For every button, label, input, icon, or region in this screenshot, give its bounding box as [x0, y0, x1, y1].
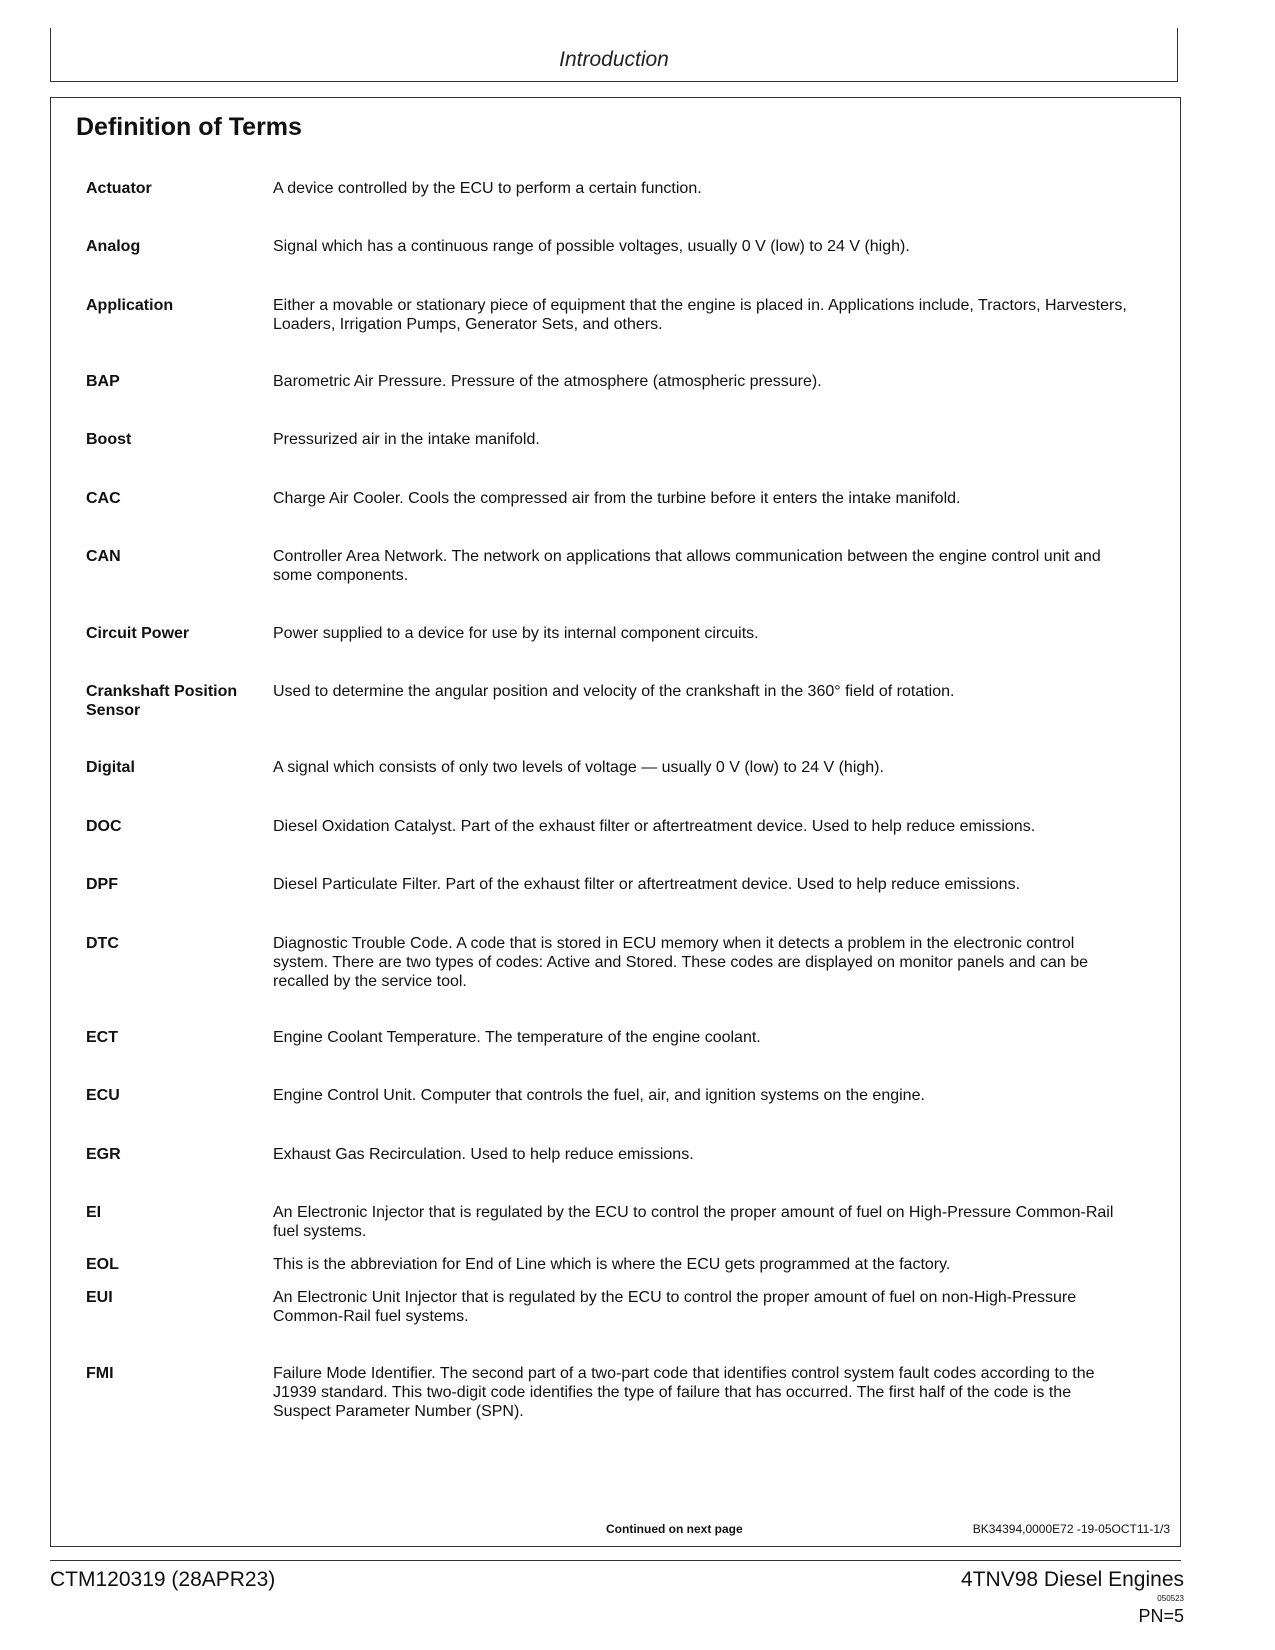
footer-divider	[50, 1560, 1181, 1561]
term-label: DTC	[86, 935, 119, 952]
term-definition: Charge Air Cooler. Cools the compressed air from the turbine before it enters the intake manifold.	[273, 490, 961, 507]
manual-number: CTM120319 (28APR23)	[50, 1568, 276, 1591]
term-label: Boost	[86, 431, 132, 448]
term-label: EOL	[86, 1256, 119, 1273]
term-definition: Power supplied to a device for use by its internal component circuits.	[273, 625, 759, 642]
term-definition: Barometric Air Pressure. Pressure of the atmosphere (atmospheric pressure).	[273, 373, 822, 390]
continued-note: Continued on next page	[606, 1522, 743, 1536]
term-definition: Engine Control Unit. Computer that controls the fuel, air, and ignition systems on the engine.	[273, 1087, 925, 1104]
manual-title: 4TNV98 Diesel Engines	[961, 1568, 1184, 1591]
term-definition: Diagnostic Trouble Code. A code that is stored in ECU memory when it detects a problem in the electronic control system. There are two types of codes: Active and Stored. These codes are displayed on monitor panels and can be recalled by the service tool.	[273, 935, 1088, 990]
term-label: FMI	[86, 1365, 114, 1382]
term-definition: A device controlled by the ECU to perform a certain function.	[273, 180, 702, 197]
term-definition: Used to determine the angular position and velocity of the crankshaft in the 360° field of rotation.	[273, 683, 955, 700]
term-definition: Failure Mode Identifier. The second part of a two-part code that identifies control system fault codes according to the J1939 standard. This two-digit code identifies the type of failure that has occurred. The first half of the code is the Suspect Parameter Number (SPN).	[273, 1365, 1095, 1420]
term-label: Analog	[86, 238, 141, 255]
term-label: CAN	[86, 548, 121, 565]
footer-code: 050523	[1157, 1594, 1184, 1603]
term-definition: Engine Coolant Temperature. The temperature of the engine coolant.	[273, 1029, 761, 1046]
term-definition: This is the abbreviation for End of Line which is where the ECU gets programmed at the factory.	[273, 1256, 951, 1273]
term-definition: An Electronic Unit Injector that is regulated by the ECU to control the proper amount of fuel on non-High-Pressure Common-Rail fuel systems.	[273, 1289, 1077, 1325]
term-label: DOC	[86, 818, 122, 835]
term-definition: Diesel Oxidation Catalyst. Part of the exhaust filter or aftertreatment device. Used to help reduce emissions.	[273, 818, 1036, 835]
term-label: Circuit Power	[86, 625, 190, 642]
reference-code: BK34394,0000E72 -19-05OCT11-1/3	[972, 1522, 1170, 1536]
term-definition: Signal which has a continuous range of possible voltages, usually 0 V (low) to 24 V (high).	[273, 238, 910, 255]
term-definition: Exhaust Gas Recirculation. Used to help reduce emissions.	[273, 1146, 694, 1163]
term-label: BAP	[86, 373, 120, 390]
term-label: EGR	[86, 1146, 121, 1163]
definitions-box	[50, 97, 1181, 1547]
term-label: CAC	[86, 490, 121, 507]
term-definition: Pressurized air in the intake manifold.	[273, 431, 540, 448]
header-title: Introduction	[559, 48, 669, 71]
term-label: Actuator	[86, 180, 152, 197]
term-definition: An Electronic Injector that is regulated by the ECU to control the proper amount of fuel on High-Pressure Common-Rail fuel systems.	[273, 1204, 1114, 1240]
term-label: ECU	[86, 1087, 120, 1104]
term-label: Digital	[86, 759, 135, 776]
term-label: EUI	[86, 1289, 113, 1306]
term-definition: A signal which consists of only two levels of voltage — usually 0 V (low) to 24 V (high).	[273, 759, 884, 776]
page-header	[50, 28, 1178, 82]
term-label: Application	[86, 297, 174, 314]
term-label: Crankshaft Position Sensor	[86, 683, 238, 719]
term-definition: Either a movable or stationary piece of equipment that the engine is placed in. Applications include, Tractors, Harvesters, Loaders, Irrigation Pumps, Generator Sets, and others.	[273, 297, 1127, 333]
page-number: PN=5	[1138, 1606, 1184, 1626]
term-definition: Diesel Particulate Filter. Part of the exhaust filter or aftertreatment device. Used to help reduce emissions.	[273, 876, 1021, 893]
term-label: DPF	[86, 876, 118, 893]
term-label: EI	[86, 1204, 102, 1221]
section-title: Definition of Terms	[76, 113, 302, 141]
term-definition: Controller Area Network. The network on applications that allows communication between the engine control unit and some components.	[273, 548, 1101, 584]
term-label: ECT	[86, 1029, 118, 1046]
